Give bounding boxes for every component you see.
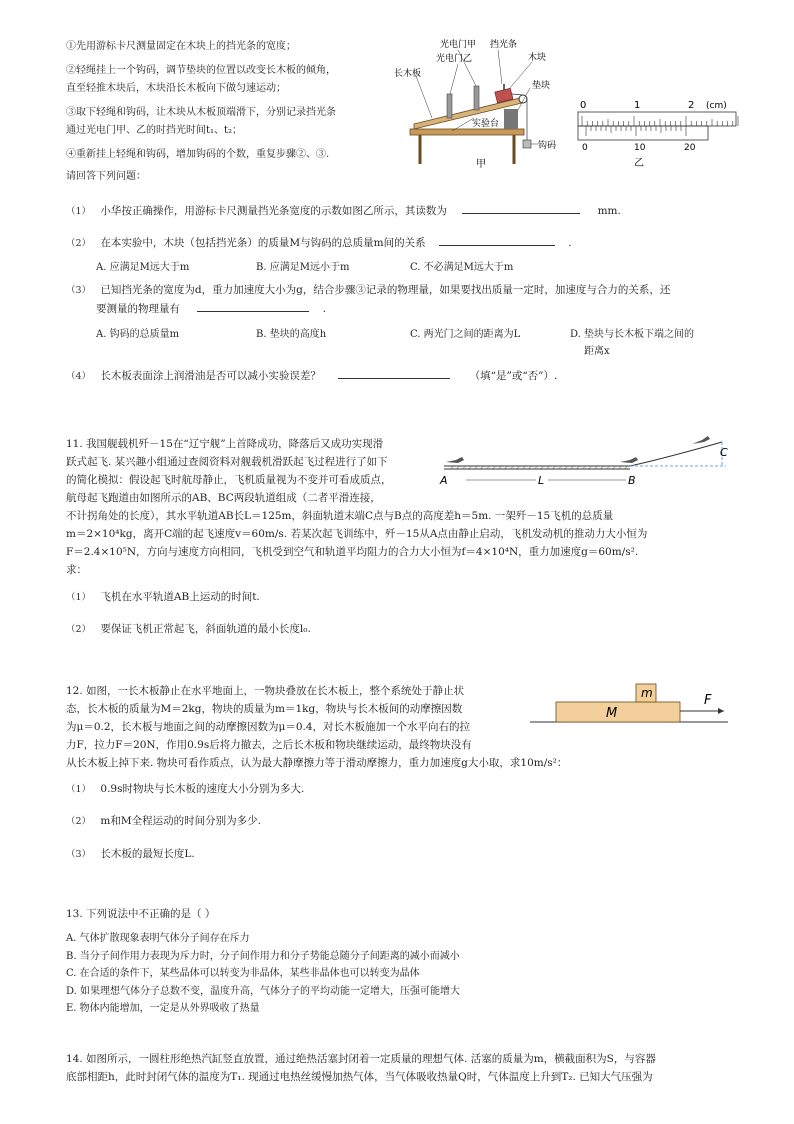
answer-blank[interactable] — [439, 233, 555, 246]
answer-blank[interactable] — [338, 366, 450, 379]
label-gate-jia: 光电门甲 — [440, 40, 477, 50]
q10-p3-option-a[interactable]: A. 钩码的总质量m — [96, 329, 180, 340]
string — [512, 94, 523, 95]
main-tick-1: 1 — [634, 100, 641, 111]
label-weight: 钩码 — [538, 141, 557, 151]
q10-p2-option-b[interactable]: B. 应满足M远小于m — [256, 262, 350, 273]
answer-prompt: 请回答下列问题： — [66, 171, 146, 182]
label-small-m: m — [641, 686, 653, 700]
part-number: （4） — [66, 371, 92, 382]
label-gate-yi: 光电门乙 — [436, 54, 473, 64]
answer-blank[interactable] — [462, 201, 580, 214]
main-scale-ticks — [582, 116, 738, 126]
q10-p3-option-d[interactable]: D. 垫块与长木板下端之间的 — [570, 329, 695, 340]
q11-part-1: （1） 飞机在水平轨道AB上运动的时间t. — [66, 591, 260, 603]
lab-table — [410, 129, 524, 135]
label-block: 木块 — [528, 53, 547, 63]
q13-option-e[interactable]: E. 物体内能增加，一定是从外界吸收了热量 — [66, 1003, 260, 1014]
q10-p3-option-b[interactable]: B. 垫块的高度h — [256, 329, 327, 340]
q13-option-b[interactable]: B. 当分子间作用力表现为斥力时，分子间作用力和分子势能总随分子间距离的减小而减小 — [66, 950, 460, 962]
part-number: （3） — [66, 285, 92, 296]
figure-board-block — [528, 680, 734, 726]
gate-jia — [474, 86, 479, 110]
point-b: B — [628, 474, 636, 487]
step-2: ②轻绳挂上一个钩码，调节垫块的位置以改变长木板的倾角， — [66, 65, 336, 76]
q10-part-4: （4） 长木板表面涂上润滑油是否可以减小实验误差？ （填“是”或“否”）. — [66, 366, 756, 386]
plane-icon — [620, 457, 638, 463]
q10-part-1: （1） 小华按正确操作，用游标卡尺测量挡光条宽度的示数如图乙所示，其读数为 mm. — [66, 201, 756, 221]
vernier-scale-ticks — [586, 126, 686, 136]
step-2-cont: 直至轻推木块后，木块沿长木板向下做匀速运动； — [66, 83, 286, 94]
q13-options — [66, 930, 460, 1018]
q10-part-3-cont: 要测量的物理量有 . — [96, 299, 326, 318]
figure-runway — [436, 434, 736, 492]
vernier-tick-10: 10 — [634, 143, 646, 153]
main-tick-0: 0 — [580, 100, 587, 111]
q12-stem: 12. 如图，一长木板静止在水平地面上，一物块叠放在长木板上，整个系统处于静止状 态，长木板的质量为M＝2kg，物块的质量为m＝1kg，物块与长木板间的动摩擦因数 为μ＝0.2，长木板与地面之间的动摩擦因数为μ＝0.4，对长木板施加一个水平向右的拉 力F，拉力F＝20N，作用0.9s后将力撤去，之后长木板和物块继续运动，最终物块没有 从长木板上掉下来. 物块可看作质点，认为最大静摩擦力等于滑动摩擦力，重力加速度g大小取，求10m/s²： — [66, 685, 568, 769]
label-pad: 垫块 — [532, 81, 551, 91]
q11-part-2: （2） 要保证飞机正常起飞，斜面轨道的最小长度l₀. — [66, 623, 311, 635]
vernier-tick-20: 20 — [684, 143, 696, 153]
q13-title: 13. 下列说法中不正确的是（ ） — [66, 908, 216, 920]
hook-weight — [523, 140, 531, 148]
part-number: （2） — [66, 238, 92, 249]
q10-p3-option-d-cont: 距离x — [584, 346, 610, 357]
track-bc — [630, 442, 722, 466]
vernier-tick-0: 0 — [582, 143, 588, 153]
figure-apparatus — [392, 36, 572, 172]
figure-vernier — [574, 96, 744, 172]
label-big-m: M — [606, 706, 618, 721]
q10-p2-option-a[interactable]: A. 应满足M远大于m — [96, 262, 190, 273]
q10-p3-option-c[interactable]: C. 两光门之间的距离为L — [410, 329, 521, 340]
plane-icon — [446, 457, 464, 463]
plane-icon — [692, 436, 710, 444]
caption-jia: 甲 — [476, 159, 486, 170]
pad-block — [504, 109, 518, 129]
step-1: ①先用游标卡尺测量固定在木块上的挡光条的宽度； — [66, 41, 296, 52]
caption-yi: 乙 — [634, 158, 644, 169]
q12-part-3: （3） 长木板的最短长度L. — [66, 848, 195, 860]
q12-part-2: （2） m和M全程运动的时间分别为多少. — [66, 815, 261, 827]
q10-p2-option-c[interactable]: C. 不必满足M远大于m — [410, 262, 514, 273]
label-board: 长木板 — [394, 69, 422, 79]
long-board-m — [556, 702, 680, 722]
label-table: 实验台 — [472, 119, 500, 129]
point-a: A — [440, 474, 448, 487]
step-4: ④重新挂上轻绳和钩码，增加钩码的个数，重复步骤②、③. — [66, 149, 330, 160]
q11-stem: 11. 我国舰载机歼－15在“辽宁舰”上首降成功，降落后又成功实现滑 跃式起飞. 某兴趣小组通过查阅资料对舰载机滑跃起飞过程进行了如下 的简化模拟：假设起飞时航母静止，飞机质量视为不变并可看成质点， 航母起飞跑道由如图所示的AB、BC两段轨道组成（二者平滑连接， 不计拐角处的长度），其水平轨道AB长L＝125m，斜面轨道末端C点与B点的高度差h＝5m. 一架歼－15飞机的总质量 m＝2×10⁴kg，离开C端的起飞速度v＝60m/s. 若某次起飞训练中，歼－15从A点由静止启动，飞机发动机的推动力大小恒为 F＝2.4×10⁵N，方向与速度方向相同，飞机受到空气和轨道平均阻力的合力大小恒为f＝4×10⁴N，重力加速度g＝60m/s². 求： — [66, 438, 648, 576]
q13-option-d[interactable]: D. 如果理想气体分子总数不变，温度升高，气体分子的平均动能一定增大，压强可能增大 — [66, 985, 461, 997]
q12-part-1: （1） 0.9s时物块与长木板的速度大小分别为多大. — [66, 783, 305, 795]
vernier-scale — [578, 126, 708, 140]
q10-part-3: （3） 已知挡光条的宽度为d，重力加速度大小为g，结合步骤③记录的物理量，如果要找出质量一定时，加速度与合力的关系，还 — [66, 284, 671, 296]
q13-option-c[interactable]: C. 在合适的条件下，某些晶体可以转变为非晶体，某些非晶体也可以转变为晶体 — [66, 968, 420, 979]
point-c: C — [720, 446, 728, 459]
length-l: L — [538, 474, 545, 487]
label-light-strip: 挡光条 — [490, 40, 518, 50]
main-tick-2: 2 — [688, 100, 695, 111]
q10-part-2: （2） 在本实验中，木块（包括挡光条）的质量M与钩码的总质量m间的关系 . — [66, 233, 756, 253]
unit-label: (cm) — [706, 101, 727, 111]
q13-option-a[interactable]: A. 气体扩散现象表明气体分子间存在斥力 — [66, 933, 250, 944]
answer-blank[interactable] — [197, 299, 309, 312]
part-number: （1） — [66, 206, 92, 217]
step-3-cont: 通过光电门甲、乙的时挡光时间t₁、t₂； — [66, 125, 243, 136]
q14-stem: 14. 如图所示，一圆柱形绝热汽缸竖直放置，通过绝热活塞封闭着一定质量的理想气体. 活塞的质量为m，横截面积为S，与容器 底部相距h，此时封闭气体的温度为T₁. 现通过电热丝缓慢加热气体，当气体吸收热量Q时，气体温度上升到T₂. 已知大气压强为 — [66, 1053, 656, 1083]
gate-yi — [447, 94, 452, 118]
step-3: ③取下轻绳和钩码，让木块从木板顶端滑下，分别记录挡光条 — [66, 107, 336, 118]
label-force-f: F — [704, 693, 712, 708]
